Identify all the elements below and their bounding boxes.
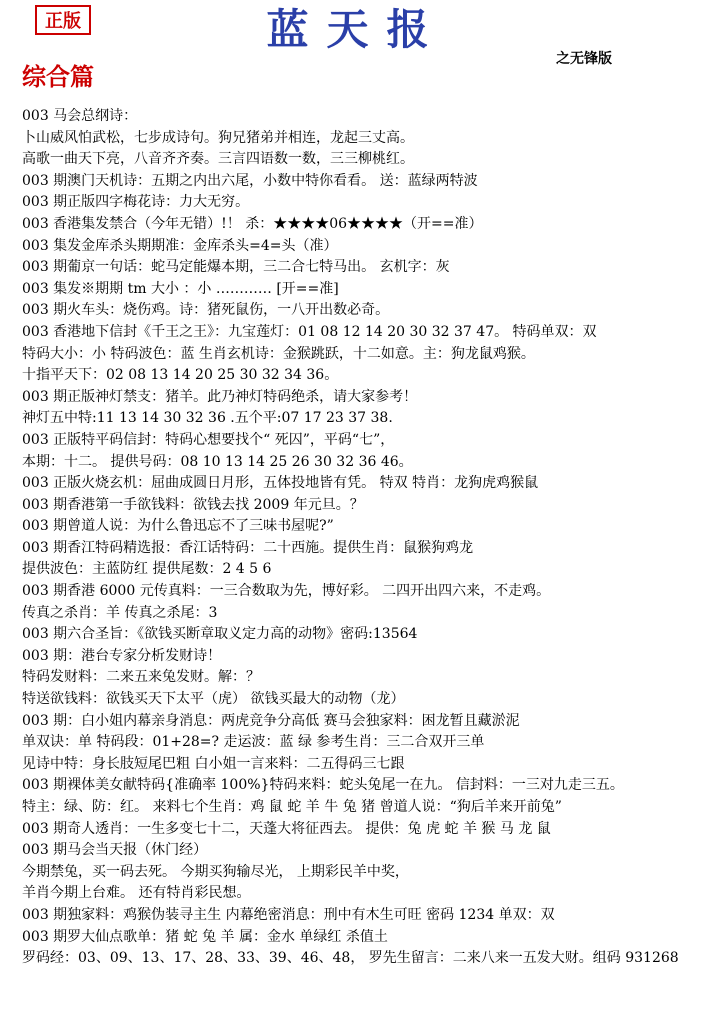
text-line: 003 期独家料：鸡猴伪装寻主生 内幕绝密消息：刑中有木生可旺 密码 1234 单双：双 [22, 906, 555, 923]
text-line: 单双诀：单 特码段：01+28=? 走运波：蓝 绿 参考生肖：三二合双开三单 [22, 734, 485, 751]
text-line: 卜山威风怕武松，七步成诗句。狗兄猪弟并相连，龙起三丈高。 [22, 129, 414, 146]
text-line: 003 香港集发禁合（今年无错）!！ 杀：★★★★06★★★★（开==准） [22, 215, 483, 232]
text-line: 高歌一曲天下亮，八音齐齐奏。三言四语数一数，三三柳桃红。 [22, 151, 414, 168]
text-line: 羊肖今期上台难。 还有特肖彩民想。 [22, 885, 251, 902]
text-line: 传真之杀肖：羊 传真之杀尾：3 [22, 604, 218, 621]
text-line: 特送欲钱料：欲钱买天下太平（虎） 欲钱买最大的动物（龙） [22, 691, 405, 708]
text-line: 见诗中特：身长肢短尾巴粗 白小姐一言来料：二五得码三七跟 [22, 755, 405, 772]
content-body [22, 106, 702, 970]
text-line: 003 期香港 6000 元传真料：一三合数取为先，博好彩。 二四开出四六来，不走鸡。 [22, 583, 551, 600]
text-line: 003 期六合圣旨：《欲钱买断章取义定力高的动物》密码:13564 [22, 626, 418, 643]
text-line: 003 期正版神灯禁支：猪羊。此乃神灯特码绝杀，请大家参考！ [22, 388, 418, 405]
text-line: 罗码经：03、09、13、17、28、33、39、46、48， 罗先生留言：二来八来一五发大财。组码 931268 [22, 950, 679, 967]
section-heading: 综合篇 [22, 62, 94, 91]
text-line: 003 期火车头：烧伤鸡。诗：猪死鼠伤，一八开出数必奇。 [22, 302, 390, 319]
text-line: 今期禁兔，买一码去死。 今期买狗输尽光， 上期彩民羊中奖， [22, 863, 409, 880]
text-line: 003 期香江特码精选报：香江话特码：二十西施。提供生肖：鼠猴狗鸡龙 [22, 539, 474, 556]
text-line: 003 期裸体美女献特码{准确率 100%}特码来料：蛇头兔尾一在九。 信封料：一三对九走三五。 [22, 777, 624, 794]
text-line: 特码发财料：二来五来兔发财。解：？ [22, 669, 260, 686]
text-line: 003 正版火烧玄机：屈曲成圆日月形，五体投地皆有凭。 特双 特肖：龙狗虎鸡猴鼠 [22, 475, 539, 492]
text-line: 003 期香港第一手欲钱料：欲钱去找 2009 年元旦。？ [22, 496, 364, 513]
text-line: 003 集发金库杀头期期准：金库杀头=4=头（准） [22, 237, 338, 254]
text-line: 003 马会总纲诗： [22, 108, 138, 124]
text-line: 003 期罗大仙点歌单：猪 蛇 兔 羊 属：金水 单绿红 杀值土 [22, 928, 388, 945]
text-line: 本期：十二。 提供号码：08 10 13 14 25 26 30 32 36 46。 [22, 453, 413, 470]
text-line: 特码大小：小 特码波色：蓝 生肖玄机诗：金猴跳跃，十二如意。主：狗龙鼠鸡猴。 [22, 345, 535, 362]
text-line: 提供波色：主蓝防红 提供尾数：2 4 5 6 [22, 561, 272, 578]
edition-label: 之无锋版 [556, 51, 612, 67]
text-line: 003 期曾道人说：为什么鲁迅忘不了三味书屋呢?” [22, 518, 334, 535]
text-line: 003 期葡京一句话：蛇马定能爆本期，三二合七特马出。 玄机字：灰 [22, 259, 450, 276]
text-line: 十指平天下：02 08 13 14 20 25 30 32 34 36。 [22, 367, 339, 384]
text-line: 003 香港地下信封《千王之王》：九宝莲灯：01 08 12 14 20 30 32 37 47。 特码单双：双 [22, 323, 597, 340]
text-line: 003 期马会当天报（休门经） [22, 842, 208, 859]
text-line: 003 期正版四字梅花诗：力大无穷。 [22, 194, 250, 211]
text-line: 003 集发※期期 tm 大小 ：小 ………… [开==准] [22, 280, 339, 297]
text-line: 003 期奇人透肖：一生多变七十二，天蓬大将征西去。 提供：兔 虎 蛇 羊 猴 马 龙 鼠 [22, 820, 551, 837]
text-line: 003 期：港台专家分析发财诗！ [22, 647, 222, 664]
text-line: 003 正版特平码信封：特码心想要找个“ 死囚”，平码“七”， [22, 431, 395, 448]
text-line: 神灯五中特:11 13 14 30 32 36 .五个平:07 17 23 37 38. [22, 410, 393, 427]
page-title: 蓝天报 [266, 5, 447, 54]
text-line: 003 期澳门天机诗：五期之内出六尾，小数中特你看看。 送：蓝绿两特波 [22, 172, 478, 189]
text-line: 特主：绿、防：红。 来料七个生肖：鸡 鼠 蛇 羊 牛 兔 猪 曾道人说：“狗后羊来开前兔” [22, 799, 562, 815]
genuine-badge: 正版 [35, 5, 91, 35]
text-line: 003 期：白小姐内幕亲身消息：两虎竞争分高低 赛马会独家料：困龙暂且藏淤泥 [22, 712, 520, 729]
